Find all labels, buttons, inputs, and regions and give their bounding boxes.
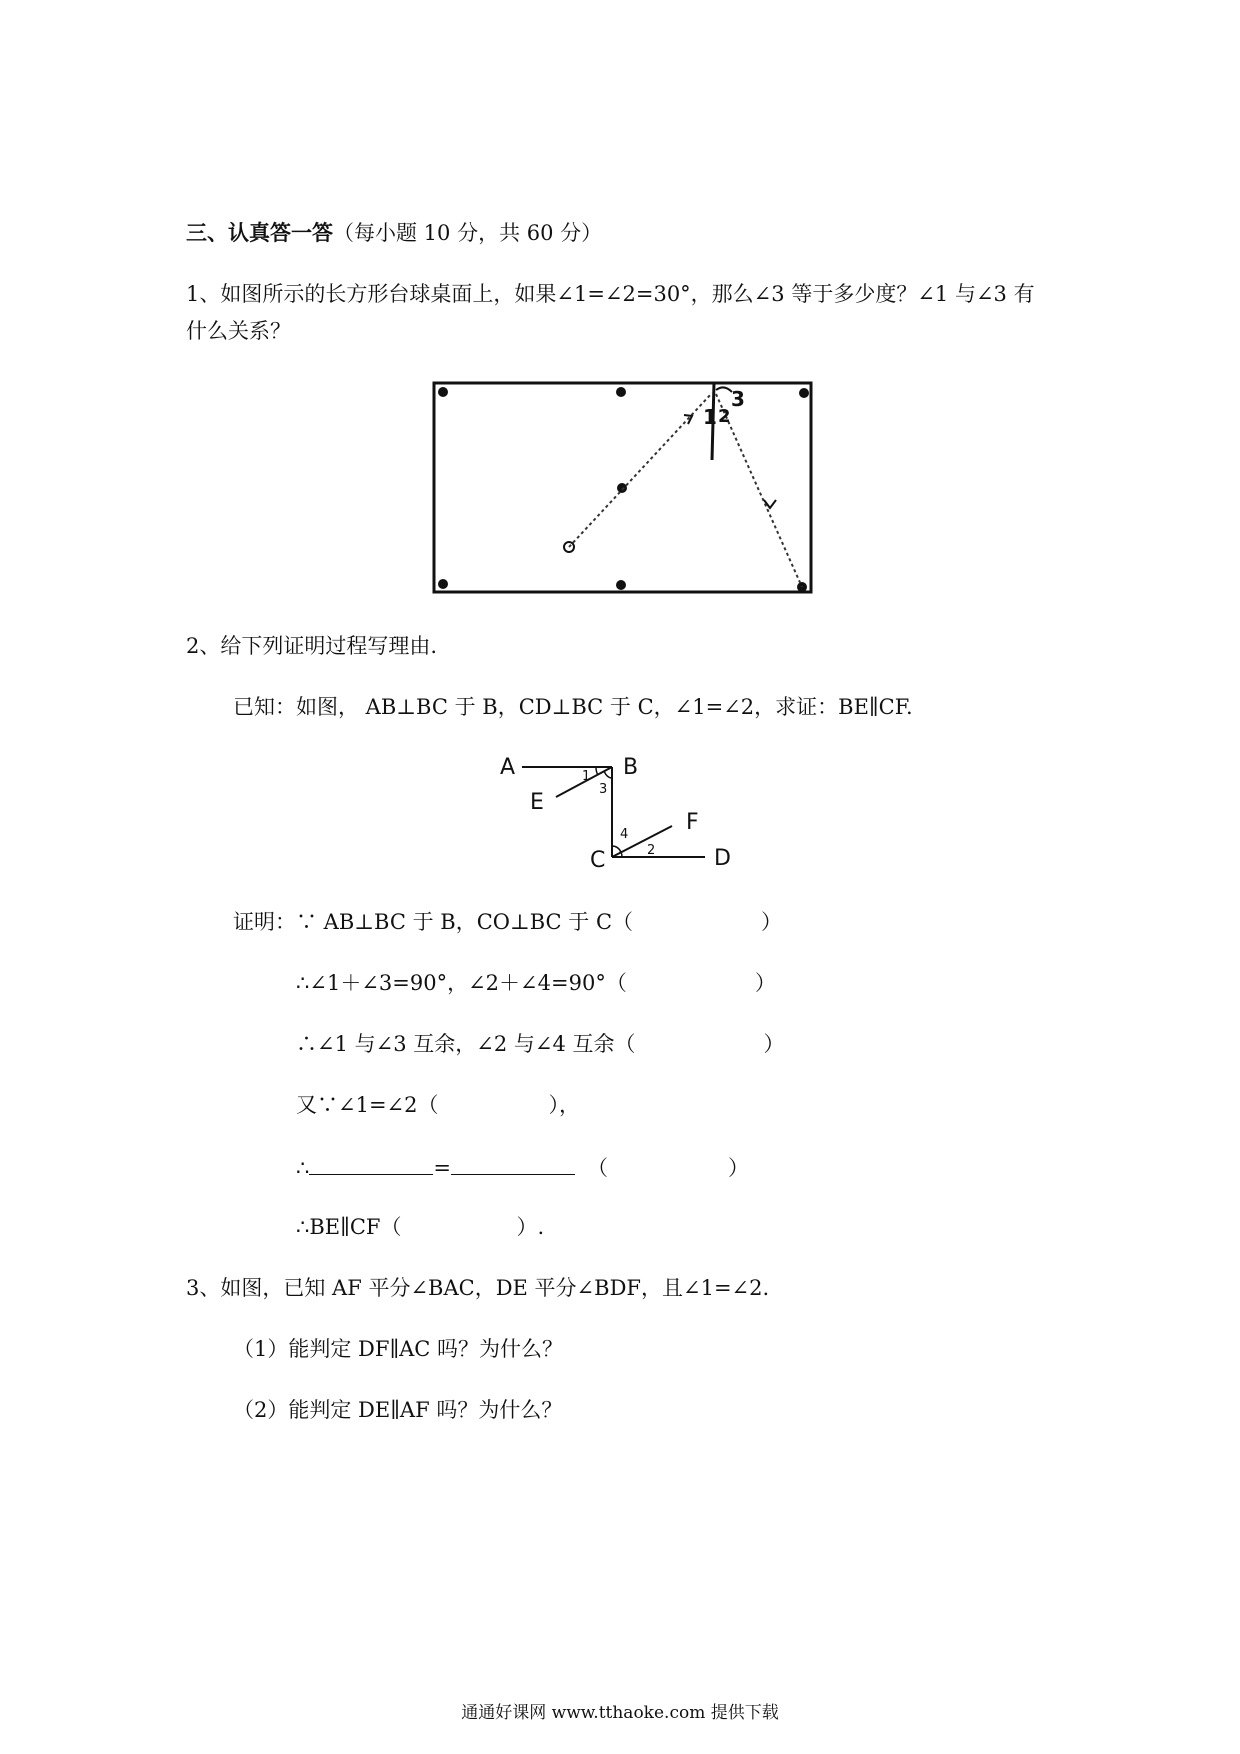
proof-line-5: ∴ = （ ） bbox=[296, 1156, 749, 1180]
angle-3-arc bbox=[604, 771, 612, 778]
proof-line-2: ∴∠1＋∠3=90°，∠2＋∠4=90°（ ） bbox=[296, 971, 776, 995]
q3-title: 3、如图，已知 AF 平分∠BAC，DE 平分∠BDF，且∠1=∠2. bbox=[186, 1276, 770, 1300]
proof-statement: 证明：∵ AB⊥BC 于 B，CO⊥BC 于 C（ bbox=[233, 910, 634, 934]
fig1-label-3: 3 bbox=[731, 387, 745, 411]
fig1-label-2: 2 bbox=[718, 406, 731, 427]
angle-4-arc bbox=[612, 846, 621, 852]
q2-title: 2、给下列证明过程写理由. bbox=[186, 634, 438, 658]
angle-label-1: 1 bbox=[582, 769, 591, 784]
angle-label-3: 3 bbox=[599, 782, 608, 797]
proof-line-6: ∴BE∥CF（ ）. bbox=[296, 1215, 545, 1239]
point-a: A bbox=[500, 755, 516, 780]
fig1-label-1: 1 bbox=[703, 405, 717, 429]
angle-1-arc bbox=[596, 767, 598, 775]
proof-statement: 又∵∠1=∠2（ bbox=[296, 1093, 439, 1117]
section-heading: 三、认真答一答 bbox=[186, 220, 333, 245]
proof-statement: ∴BE∥CF（ bbox=[296, 1215, 402, 1239]
point-e: E bbox=[530, 790, 544, 815]
q1-text-line1: 1、如图所示的长方形台球桌面上，如果∠1=∠2=30°，那么∠3 等于多少度？∠1 与∠3 有 bbox=[186, 282, 1035, 306]
angle-label-2: 2 bbox=[647, 843, 656, 858]
point-d: D bbox=[714, 846, 731, 871]
answer-blank-left[interactable] bbox=[309, 1156, 433, 1175]
point-c: C bbox=[590, 848, 606, 873]
proof-line-3: ∴∠1 与∠3 互余，∠2 与∠4 互余（ ） bbox=[296, 1032, 785, 1056]
answer-blank-right[interactable] bbox=[451, 1156, 575, 1175]
section-note: （每小题 10 分，共 60 分） bbox=[333, 221, 603, 245]
q1-text-line2: 什么关系？ bbox=[186, 319, 291, 343]
proof-line-1: 证明：∵ AB⊥BC 于 B，CO⊥BC 于 C（ ） bbox=[233, 910, 783, 934]
proof-line-4: 又∵∠1=∠2（ ）， bbox=[296, 1093, 581, 1117]
footer-text: 通通好课网 www.tthaoke.com 提供下载 bbox=[461, 1703, 779, 1723]
q2-given: 已知：如图， AB⊥BC 于 B，CD⊥BC 于 C，∠1=∠2，求证：BE∥CF. bbox=[233, 695, 913, 719]
angle-label-4: 4 bbox=[620, 827, 629, 842]
proof-statement: ∴∠1 与∠3 互余，∠2 与∠4 互余（ bbox=[296, 1032, 636, 1056]
q3-sub1: （1）能判定 DF∥AC 吗？为什么？ bbox=[233, 1337, 564, 1361]
point-b: B bbox=[623, 755, 639, 780]
proof-statement: ∴∠1＋∠3=90°，∠2＋∠4=90°（ bbox=[296, 971, 627, 995]
q3-sub2: （2）能判定 DE∥AF 吗？为什么？ bbox=[233, 1398, 563, 1422]
point-f: F bbox=[686, 810, 699, 835]
